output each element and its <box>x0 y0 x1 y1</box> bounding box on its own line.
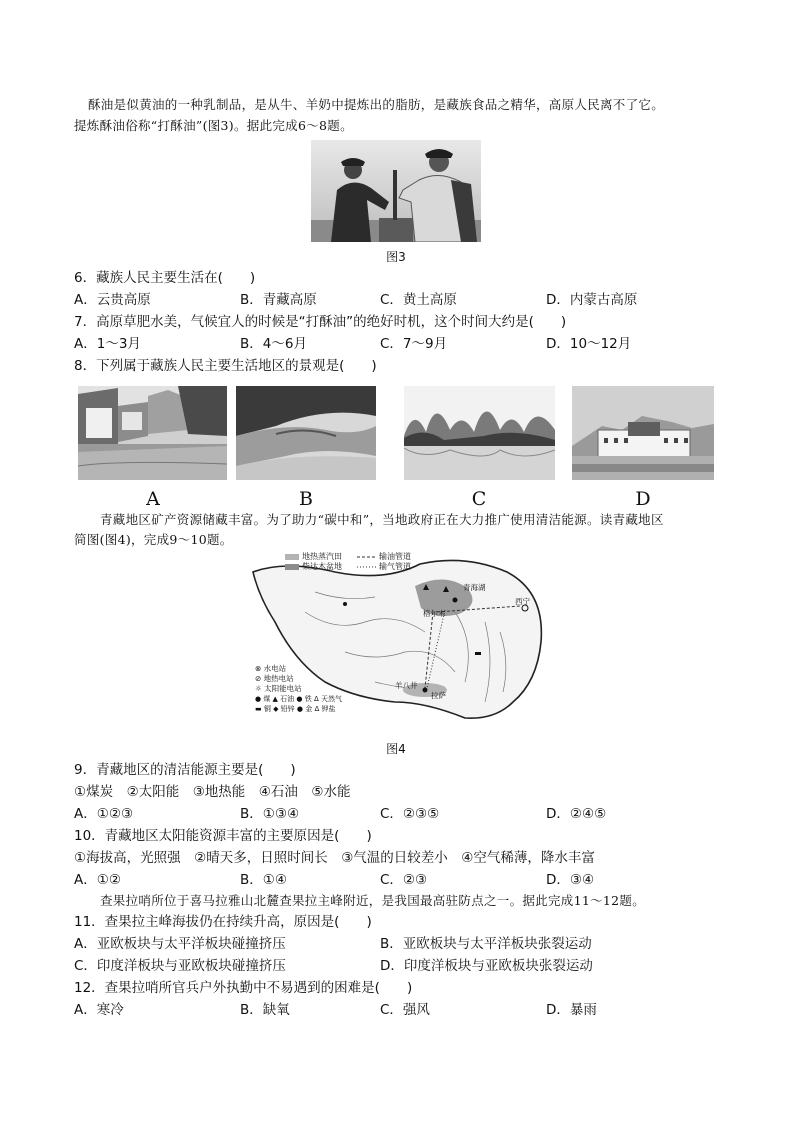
q9-option-b: B．①③④ <box>240 806 300 822</box>
q8-image-c-karst <box>404 386 555 480</box>
legend-minerals-1: ● 煤 ▲ 石油 ● 铁 Δ 天然气 <box>255 695 342 703</box>
q8-label-b: B <box>299 488 313 510</box>
legend-solar: ☼ 太阳能电站 <box>255 684 302 693</box>
figure-4-map <box>245 552 547 732</box>
intro-2-line-2: 简图(图4)，完成9～10题。 <box>74 532 233 547</box>
legend-solar-label: 太阳能电站 <box>264 684 302 693</box>
intro-1-line-1: 酥油是似黄油的一种乳制品，是从牛、羊奶中提炼出的脂肪，是藏族食品之精华，高原人民离不了它。 <box>88 97 665 112</box>
legend-basin: 柴达木盆地 <box>302 562 342 571</box>
q6-option-c: C．黄土高原 <box>380 292 457 308</box>
q10-option-b: B．①④ <box>240 872 287 888</box>
q6-option-d: D．内蒙古高原 <box>546 292 638 308</box>
legend-geothermal: 地热蒸汽田 <box>302 552 342 561</box>
q7-option-b: B．4～6月 <box>240 336 307 352</box>
q10-option-c: C．②③ <box>380 872 428 888</box>
q11-option-b: B．亚欧板块与太平洋板块张裂运动 <box>380 936 592 952</box>
q9-option-c: C．②③⑤ <box>380 806 440 822</box>
question-6-stem: 6．藏族人民主要生活在( ) <box>74 270 256 286</box>
figure-3-photo <box>311 140 481 242</box>
legend-oil-pipe: 输油管道 <box>379 552 411 561</box>
question-10-choices: ①海拔高，光照强 ②晴天多，日照时间长 ③气温的日较差小 ④空气稀薄，降水丰富 <box>74 850 595 866</box>
figure-3-caption: 图3 <box>386 250 406 264</box>
question-9-choices: ①煤炭 ②太阳能 ③地热能 ④石油 ⑤水能 <box>74 784 351 800</box>
q8-image-d-potala <box>572 386 714 480</box>
q10-option-a: A．①② <box>74 872 121 888</box>
question-12-stem: 12．查果拉哨所官兵户外执勤中不易遇到的困难是( ) <box>74 980 413 996</box>
q8-image-b-desert <box>236 386 376 480</box>
figure-4-caption: 图4 <box>386 742 406 756</box>
question-11-stem: 11．查果拉主峰海拔仍在持续升高，原因是( ) <box>74 914 372 930</box>
legend-gas-pipe: 输气管道 <box>379 562 411 571</box>
legend-geo-station: ⊘ 地热电站 <box>255 674 294 683</box>
q10-option-d: D．③④ <box>546 872 595 888</box>
legend-minerals-2: ▬ 铜 ◆ 铅锌 ● 金 Δ 钾盐 <box>255 705 336 713</box>
q12-option-d: D．暴雨 <box>546 1002 597 1018</box>
intro-1-line-2-wrap <box>74 116 353 136</box>
intro-2-line-1: 青藏地区矿产资源储藏丰富。为了助力“碳中和”，当地政府正在大力推广使用清洁能源。读青藏地区 <box>100 512 664 527</box>
q6-option-b: B．青藏高原 <box>240 292 317 308</box>
question-7-stem: 7．高原草肥水美，气候宜人的时候是“打酥油”的绝好时机，这个时间大约是( ) <box>74 314 567 330</box>
q8-label-c: C <box>471 488 487 510</box>
question-10-stem: 10．青藏地区太阳能资源丰富的主要原因是( ) <box>74 828 372 844</box>
legend-geo-station-label: 地热电站 <box>263 674 294 683</box>
intro-paragraph-1 <box>88 95 664 115</box>
q7-option-d: D．10～12月 <box>546 336 632 352</box>
q12-option-a: A．寒冷 <box>74 1002 124 1018</box>
intro-1-line-2: 提炼酥油俗称“打酥油”(图3)。据此完成6～8题。 <box>74 118 353 133</box>
legend-hydro: ⊗ 水电站 <box>255 664 287 673</box>
q12-option-b: B．缺氧 <box>240 1002 290 1018</box>
q11-option-c: C．印度洋板块与亚欧板块碰撞挤压 <box>74 958 286 974</box>
q8-label-a: A <box>146 488 160 510</box>
question-8-stem: 8．下列属于藏族人民主要生活地区的景观是( ) <box>74 358 377 374</box>
question-9-stem: 9．青藏地区的清洁能源主要是( ) <box>74 762 296 778</box>
label-qinghai-lake: 青海湖 <box>463 583 486 592</box>
legend-hydro-label: 水电站 <box>263 664 287 673</box>
q12-option-c: C．强风 <box>380 1002 430 1018</box>
q8-image-a-water-town <box>78 386 227 480</box>
q6-option-a: A．云贵高原 <box>74 292 151 308</box>
q11-option-d: D．印度洋板块与亚欧板块张裂运动 <box>380 958 593 974</box>
label-golmud: 格尔木 <box>423 609 446 618</box>
q8-label-d: D <box>635 488 651 510</box>
label-yangbajing: 羊八井 <box>395 681 418 690</box>
q7-option-c: C．7～9月 <box>380 336 448 352</box>
q9-option-d: D．②④⑤ <box>546 806 607 822</box>
q11-option-a: A．亚欧板块与太平洋板块碰撞挤压 <box>74 936 286 952</box>
q9-option-a: A．①②③ <box>74 806 134 822</box>
q7-option-a: A．1～3月 <box>74 336 141 352</box>
label-lhasa: 拉萨 <box>431 691 446 700</box>
label-xining: 西宁 <box>515 597 530 606</box>
intro-3-line-1: 查果拉哨所位于喜马拉雅山北麓查果拉主峰附近，是我国最高驻防点之一。据此完成11～12题。 <box>100 893 646 908</box>
